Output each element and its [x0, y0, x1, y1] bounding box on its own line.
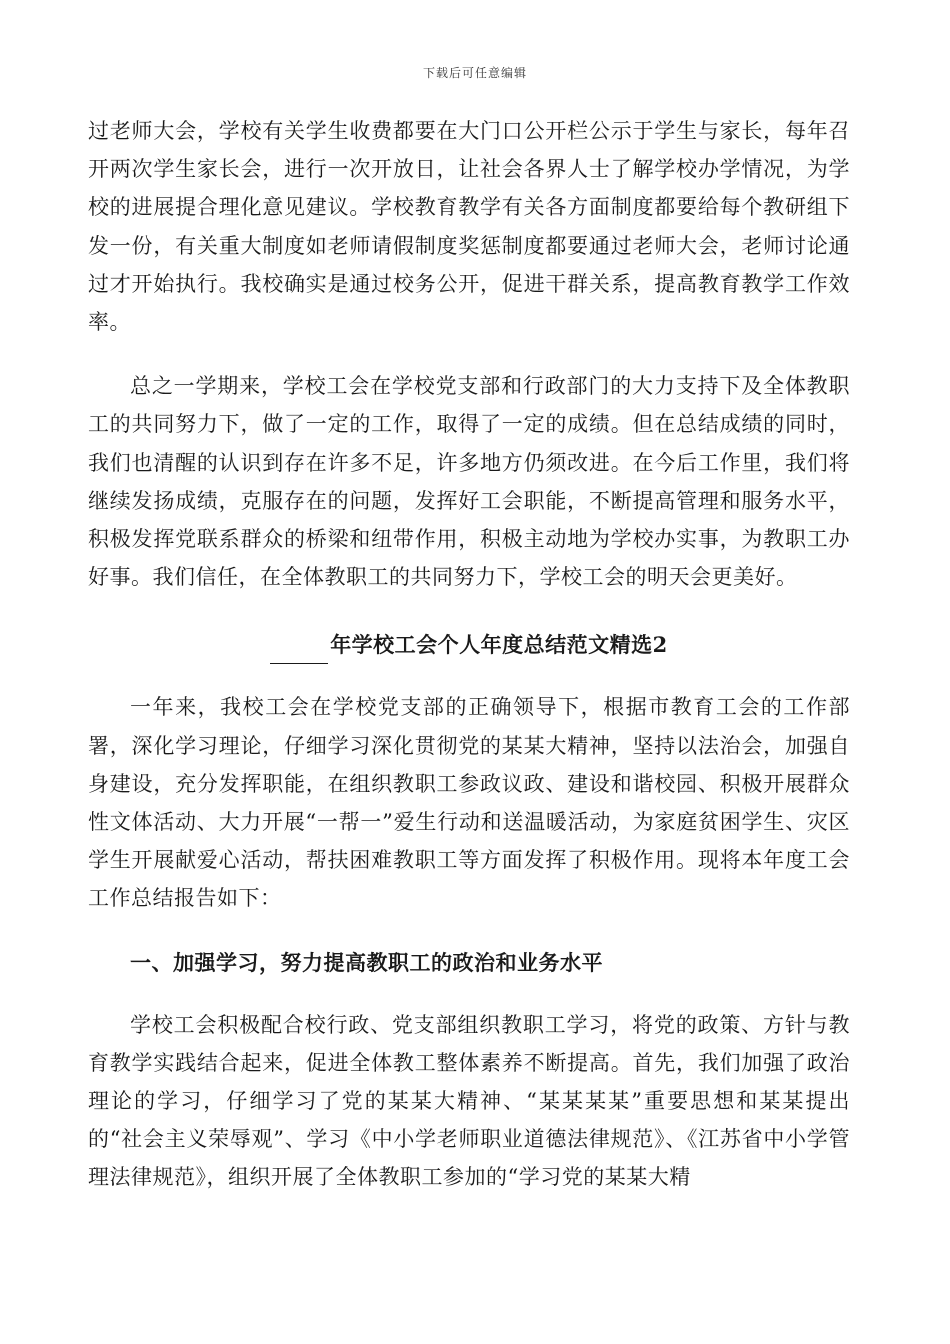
paragraph-intro: 一年来，我校工会在学校党支部的正确领导下，根据市教育工会的工作部署，深化学习理论，仔细学习深化贯彻党的某某大精神，坚持以法治会，加强自身建设，充分发挥职能，在组织教职工参政议政、建设和谐校园、积极开展群众性文体活动、大力开展“一帮一”爱生行动和送温暖活动，为家庭贫困学生、灾区学生开展献爱心活动，帮扶困难教职工等方面发挥了积极作用。现将本年度工会工作总结报告如下： [88, 695, 850, 911]
paragraph-summary: 总之一学期来，学校工会在学校党支部和行政部门的大力支持下及全体教职工的共同努力下，做了一定的工作，取得了一定的成绩。但在总结成绩的同时，我们也清醒的认识到存在许多不足，许多地方仍须改进。在今后工作里，我们将继续发扬成绩，克服存在的问题，发挥好工会职能，不断提高管理和服务水平，积极发挥党联系群众的桥梁和纽带作用，积极主动地为学校办实事，为教职工办好事。我们信任，在全体教职工的共同努力下，学校工会的明天会更美好。 [88, 374, 850, 590]
document-body [88, 112, 850, 1197]
title-blank-line [270, 641, 328, 664]
section-heading-1: 一、加强学习，努力提高教职工的政治和业务水平 [130, 949, 603, 975]
page-header: 下载后可任意编辑 [422, 66, 527, 80]
paragraph-study: 学校工会积极配合校行政、党支部组织教职工学习，将党的政策、方针与教育教学实践结合起来，促进全体教工整体素养不断提高。首先，我们加强了政治理论的学习，仔细学习了党的某某大精神、“某某某某”重要思想和某某提出的“社会主义荣辱观”、学习《中小学老师职业道德法律规范》、《江苏省中小学管理法律规范》，组织开展了全体教职工参加的“学习党的某某大精 [88, 1012, 850, 1190]
section-title [88, 626, 850, 664]
paragraph-continued: 过老师大会，学校有关学生收费都要在大门口公开栏公示于学生与家长，每年召开两次学生家长会，进行一次开放日，让社会各界人士了解学校办学情况，为学校的进展提合理化意见建议。学校教育教学有关各方面制度都要给每个教研组下发一份，有关重大制度如老师请假制度奖惩制度都要通过老师大会，老师讨论通过才开始执行。我校确实是通过校务公开，促进干群关系，提高教育教学工作效率。 [88, 119, 850, 335]
title-text: 年学校工会个人年度总结范文精选2 [330, 632, 668, 658]
